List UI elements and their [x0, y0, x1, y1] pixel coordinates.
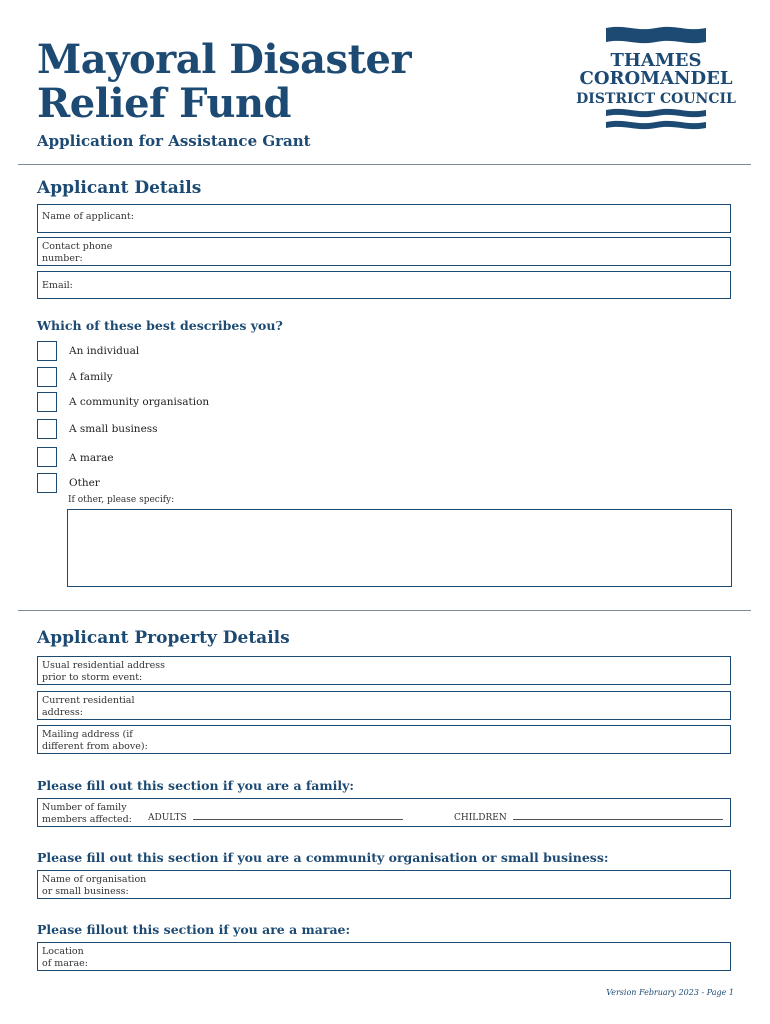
describes-question: Which of these best describes you?	[37, 318, 283, 333]
usual-address-label-line2: prior to storm event:	[42, 672, 143, 683]
usual-address-label	[42, 660, 165, 684]
option-label-community-organisation: A community organisation	[69, 396, 210, 408]
organisation-name-label	[42, 874, 146, 898]
contact-phone-field[interactable]	[37, 237, 731, 266]
family-members-label-line1: Number of family	[42, 802, 127, 813]
marae-location-field[interactable]	[37, 942, 731, 971]
organisation-name-label-line2: or small business:	[42, 886, 129, 897]
usual-address-label-line1: Usual residential address	[42, 660, 165, 671]
family-members-label	[42, 802, 132, 826]
adults-group	[148, 813, 403, 823]
organisation-name-label-line1: Name of organisation	[42, 874, 147, 885]
title-line-2: Relief Fund	[37, 80, 291, 127]
family-section-heading: Please fill out this section if you are a family:	[37, 778, 354, 793]
other-specify-hint: If other, please specify:	[68, 495, 175, 505]
page-title	[37, 38, 411, 126]
marae-location-label-line1: Location	[42, 946, 84, 957]
mailing-address-label	[42, 729, 148, 753]
family-members-label-line2: members affected:	[42, 814, 132, 825]
option-label-family: A family	[69, 371, 113, 383]
other-specify-textarea[interactable]	[67, 509, 732, 587]
option-label-individual: An individual	[69, 345, 140, 357]
adults-label: ADULTS	[148, 813, 187, 823]
current-address-label-line2: address:	[42, 707, 83, 718]
property-details-heading: Applicant Property Details	[37, 628, 290, 648]
logo-text-district-council: DISTRICT COUNCIL	[576, 91, 736, 107]
current-address-label	[42, 695, 135, 719]
contact-phone-label-line1: Contact phone	[42, 241, 113, 252]
org-section-heading: Please fill out this section if you are a community organisation or small business:	[37, 850, 609, 865]
marae-section-heading: Please fillout this section if you are a marae:	[37, 922, 351, 937]
option-label-marae: A marae	[69, 452, 114, 464]
children-group	[454, 813, 723, 823]
email-field[interactable]	[37, 271, 731, 299]
contact-phone-label	[42, 241, 112, 265]
page-footer: Version February 2023 - Page 1	[606, 988, 734, 997]
checkbox-individual[interactable]	[37, 341, 57, 361]
contact-phone-label-line2: number:	[42, 253, 83, 264]
applicant-name-label: Name of applicant:	[42, 211, 134, 222]
current-address-field[interactable]	[37, 691, 731, 720]
council-logo	[576, 24, 736, 136]
checkbox-small-business[interactable]	[37, 419, 57, 439]
option-label-other: Other	[69, 477, 100, 489]
checkbox-other[interactable]	[37, 473, 57, 493]
logo-text-thames: THAMES	[610, 50, 702, 71]
usual-address-field[interactable]	[37, 656, 731, 685]
option-label-small-business: A small business	[69, 423, 158, 435]
checkbox-family[interactable]	[37, 367, 57, 387]
adults-input[interactable]	[193, 818, 403, 820]
marae-location-label-line2: of marae:	[42, 958, 88, 969]
family-members-field	[37, 798, 731, 827]
checkbox-marae[interactable]	[37, 447, 57, 467]
checkbox-community-organisation[interactable]	[37, 392, 57, 412]
children-label: CHILDREN	[454, 813, 507, 823]
current-address-label-line1: Current residential	[42, 695, 135, 706]
mailing-address-label-line2: different from above):	[42, 741, 148, 752]
mailing-address-field[interactable]	[37, 725, 731, 754]
page-subtitle: Application for Assistance Grant	[37, 132, 311, 150]
organisation-name-field[interactable]	[37, 870, 731, 899]
header-divider	[18, 164, 751, 165]
applicant-name-field[interactable]	[37, 204, 731, 233]
section-divider	[18, 610, 751, 611]
title-line-1: Mayoral Disaster	[37, 36, 412, 83]
logo-text-coromandel: COROMANDEL	[579, 68, 733, 89]
marae-location-label	[42, 946, 88, 970]
email-label: Email:	[42, 280, 73, 291]
applicant-details-heading: Applicant Details	[37, 178, 202, 198]
children-input[interactable]	[513, 818, 723, 820]
mailing-address-label-line1: Mailing address (if	[42, 729, 133, 740]
